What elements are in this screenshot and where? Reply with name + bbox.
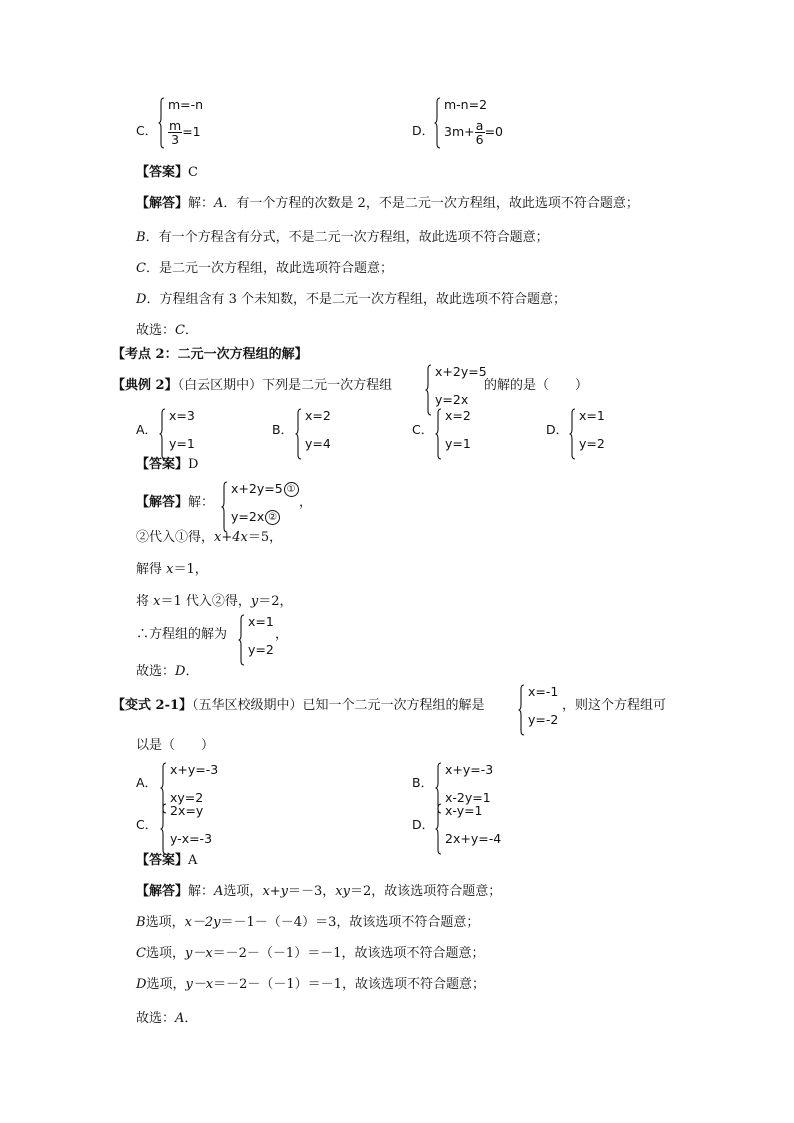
equation: x+y=-3 xyxy=(445,762,494,777)
question-line: 【变式 2-1】（五华区校级期中）已知一个二元一次方程组的解是 xyxy=(112,698,485,713)
explanation-line: 故选：C． xyxy=(136,323,198,338)
option-d-system xyxy=(435,803,525,855)
option-c-system xyxy=(158,97,238,149)
equation: x=2 xyxy=(305,408,331,423)
option-a-system xyxy=(159,408,219,460)
explanation-line: 将 x＝1 代入②得，y＝2， xyxy=(136,594,293,609)
equation: y=4 xyxy=(305,436,331,451)
explanation-line: 【解答】解：A．有一个方程的次数是 2，不是二元一次方程组，故此选项不符合题意； xyxy=(136,196,639,211)
equation: m-n=2 xyxy=(444,97,488,112)
explanation-line: ②代入①得，x+4x＝5， xyxy=(136,530,283,545)
explanation-line: D选项，y－x＝－2－（－1）＝－1，故该选项不符合题意； xyxy=(136,977,485,992)
answer-line: 【答案】A xyxy=(136,853,198,868)
answer-line: 【答案】D xyxy=(136,457,199,472)
equation: y=2x ② xyxy=(231,509,280,525)
fraction: $\frac{a}{6}$ xyxy=(475,118,484,147)
equation: y=-2 xyxy=(528,712,559,727)
explanation-line: 【解答】解： xyxy=(136,495,215,510)
explanation-system xyxy=(221,481,301,533)
comma: ， xyxy=(299,495,313,510)
solution-system xyxy=(238,614,298,666)
brace-icon xyxy=(159,408,166,460)
equation: 2x=y xyxy=(170,803,204,818)
equation: x-y=1 xyxy=(445,803,483,818)
equation: y-x=-3 xyxy=(170,831,213,846)
equation: x+y=-3 xyxy=(170,762,219,777)
question-line: 以是（ ） xyxy=(136,738,215,753)
explanation-line: B选项，x－2y＝－1－（－4）＝3，故该选项不符合题意； xyxy=(136,915,480,930)
equation: y=1 xyxy=(169,436,195,451)
explanation-line: 故选：D． xyxy=(136,664,199,679)
equation: 2x+y=-4 xyxy=(445,831,502,846)
option-b-label: B． xyxy=(412,775,434,790)
option-d-system xyxy=(569,408,629,460)
equation: y=2x xyxy=(435,392,469,407)
explanation-line: B．有一个方程含有分式，不是二元一次方程组，故此选项不符合题意； xyxy=(136,230,549,245)
explanation-line: 故选：A． xyxy=(136,1011,198,1026)
equation: x+2y=5 ① xyxy=(231,481,299,497)
option-c-label: C． xyxy=(136,123,158,138)
question-line: 【典例 2】（白云区期中）下列是二元一次方程组 xyxy=(112,378,393,393)
question-tail: 的解的是（ ） xyxy=(484,378,589,393)
option-b-system xyxy=(295,408,355,460)
brace-icon xyxy=(425,364,432,416)
comma: ， xyxy=(275,627,289,642)
option-a-label: A． xyxy=(136,422,158,437)
question-tail: ，则这个方程组可 xyxy=(562,698,667,713)
explanation-line: D．方程组含有 3 个未知数，不是二元一次方程组，故此选项不符合题意； xyxy=(136,292,566,307)
brace-icon xyxy=(569,408,576,460)
brace-icon xyxy=(160,803,167,855)
brace-icon xyxy=(435,408,442,460)
equation: y=2 xyxy=(248,642,274,657)
answer-line: 【答案】C xyxy=(136,165,198,180)
option-c-system xyxy=(435,408,495,460)
equation: y=2 xyxy=(579,436,605,451)
equation: x+2y=5 xyxy=(435,364,487,379)
option-b-label: B． xyxy=(272,422,294,437)
brace-icon xyxy=(434,97,441,149)
explanation-line: C．是二元一次方程组，故此选项符合题意； xyxy=(136,261,393,276)
equation: x=2 xyxy=(445,408,471,423)
option-d-system xyxy=(434,97,534,149)
option-d-label: D． xyxy=(412,817,435,832)
brace-icon xyxy=(238,614,245,666)
option-c-label: C． xyxy=(136,817,158,832)
option-a-label: A． xyxy=(136,775,158,790)
brace-icon xyxy=(435,803,442,855)
explanation-line: 解得 x＝1， xyxy=(136,562,208,577)
equation: 3m+ $\frac{a}{6}$ =0 xyxy=(444,118,503,147)
brace-icon xyxy=(295,408,302,460)
equation: y=1 xyxy=(445,436,471,451)
equation: $\frac{m}{3}$ =1 xyxy=(169,118,201,147)
brace-icon xyxy=(221,481,228,533)
equation: x=1 xyxy=(579,408,605,423)
brace-icon xyxy=(518,684,525,736)
equation: xy=2 xyxy=(170,790,204,805)
equation: x=3 xyxy=(169,408,195,423)
option-d-label: D． xyxy=(412,123,435,138)
option-c-label: C． xyxy=(412,422,434,437)
equation: m=-n xyxy=(168,97,204,112)
equation: x=-1 xyxy=(528,684,559,699)
circled-number: ② xyxy=(265,510,280,525)
explanation-line: ∴方程组的解为 xyxy=(136,627,228,642)
section-heading: 【考点 2：二元一次方程组的解】 xyxy=(112,347,308,362)
option-c-system xyxy=(160,803,250,855)
option-d-label: D． xyxy=(546,422,569,437)
equation: x=1 xyxy=(248,614,274,629)
circled-number: ① xyxy=(284,482,299,497)
explanation-line: C选项，y－x＝－2－（－1）＝－1，故该选项不符合题意； xyxy=(136,946,485,961)
fraction: $\frac{m}{3}$ xyxy=(169,118,182,147)
equation: x-2y=1 xyxy=(445,790,491,805)
brace-icon xyxy=(158,97,165,149)
explanation-line: 【解答】解：A选项，x+y＝－3，xy＝2，故该选项符合题意； xyxy=(136,884,502,899)
